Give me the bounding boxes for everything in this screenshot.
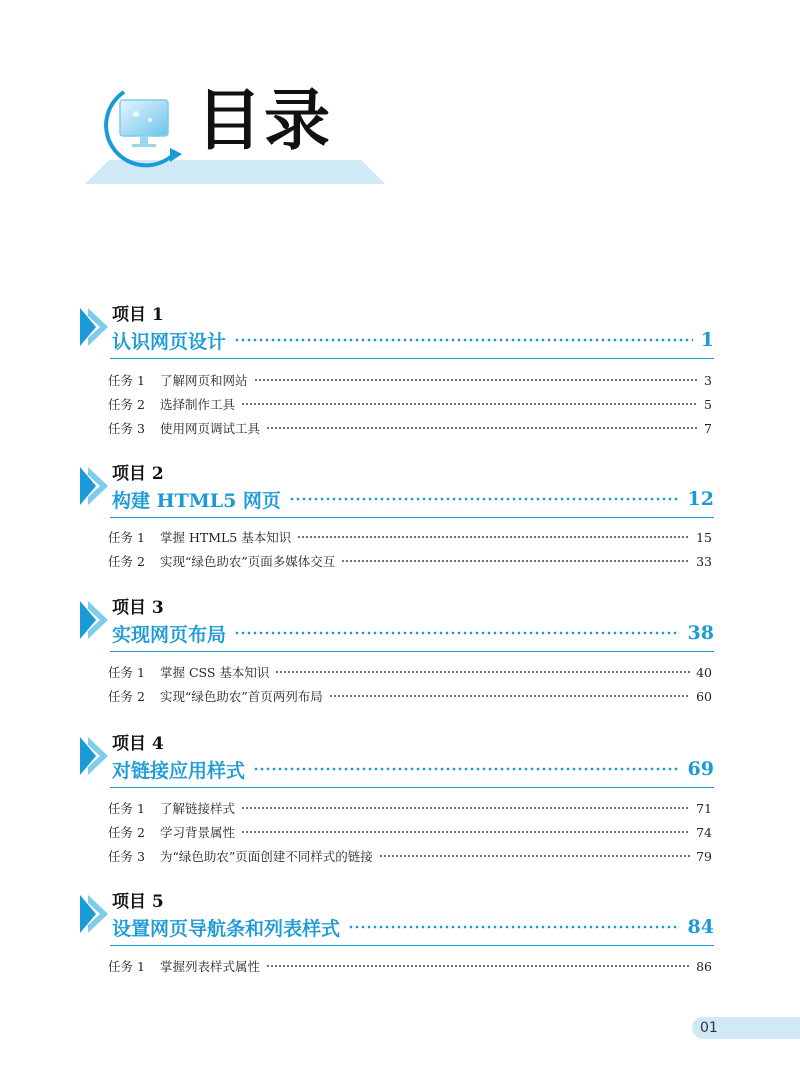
project-title: 实现网页布局 — [112, 623, 227, 646]
dot-leader — [297, 535, 690, 539]
project-page-number: 84 — [687, 916, 714, 938]
divider — [110, 517, 714, 518]
task-page-number: 74 — [696, 824, 712, 840]
project-title: 设置网页导航条和列表样式 — [112, 917, 341, 940]
page-number: 01 — [700, 1020, 718, 1036]
task-number: 任务 1 — [108, 373, 145, 388]
project-title-line[interactable] — [112, 328, 714, 352]
task-page-number: 7 — [704, 420, 712, 436]
chevron-right-icon — [80, 467, 108, 505]
task-title: 学习背景属性 — [160, 825, 236, 840]
task-page-number: 3 — [704, 372, 712, 388]
header — [0, 0, 800, 200]
divider — [110, 787, 714, 788]
task-row[interactable] — [108, 419, 712, 437]
project-title-line[interactable] — [112, 487, 714, 511]
dot-leader — [253, 766, 680, 772]
project-title: 构建 HTML5 网页 — [112, 489, 281, 512]
page-title: 目录 — [196, 82, 332, 159]
task-page-number: 40 — [696, 664, 712, 680]
task-title: 实现“绿色助农”首页两列布局 — [160, 689, 323, 704]
task-number: 任务 2 — [108, 397, 145, 412]
dot-leader — [341, 559, 690, 563]
project-page-number: 69 — [687, 758, 714, 780]
task-number: 任务 1 — [108, 665, 145, 680]
task-title: 了解链接样式 — [160, 801, 236, 816]
dot-leader — [266, 964, 690, 968]
task-title: 使用网页调试工具 — [160, 421, 261, 436]
task-row[interactable] — [108, 528, 712, 546]
task-row[interactable] — [108, 957, 712, 975]
dot-leader — [266, 426, 698, 430]
task-number: 任务 3 — [108, 421, 145, 436]
project-title-line[interactable] — [112, 621, 714, 645]
task-title: 了解网页和网站 — [160, 373, 248, 388]
project-title-line[interactable] — [112, 915, 714, 939]
dot-leader — [379, 854, 690, 858]
task-title: 为“绿色助农”页面创建不同样式的链接 — [160, 849, 373, 864]
project-title: 对链接应用样式 — [112, 759, 246, 782]
task-number: 任务 1 — [108, 801, 145, 816]
project-page-number: 1 — [700, 329, 714, 351]
task-number: 任务 3 — [108, 849, 145, 864]
task-page-number: 15 — [696, 529, 712, 545]
dot-leader — [289, 496, 680, 502]
task-row[interactable] — [108, 847, 712, 865]
task-number: 任务 1 — [108, 530, 145, 545]
task-page-number: 60 — [696, 688, 712, 704]
task-page-number: 5 — [704, 396, 712, 412]
dot-leader — [329, 694, 690, 698]
task-title: 实现“绿色助农”页面多媒体交互 — [160, 554, 336, 569]
task-title: 掌握 HTML5 基本知识 — [160, 530, 292, 545]
task-row[interactable] — [108, 799, 712, 817]
task-title: 选择制作工具 — [160, 397, 236, 412]
chevron-right-icon — [80, 601, 108, 639]
project-label: 项目 3 — [112, 598, 164, 618]
project-title: 认识网页设计 — [112, 330, 227, 353]
project-page-number: 38 — [687, 622, 714, 644]
project-label: 项目 5 — [112, 892, 164, 912]
task-row[interactable] — [108, 395, 712, 413]
project-page-number: 12 — [687, 488, 714, 510]
divider — [110, 945, 714, 946]
dot-leader — [254, 378, 699, 382]
task-number: 任务 1 — [108, 959, 145, 974]
divider — [110, 651, 714, 652]
dot-leader — [234, 630, 680, 636]
dot-leader — [241, 402, 698, 406]
task-number: 任务 2 — [108, 825, 145, 840]
project-title-line[interactable] — [112, 757, 714, 781]
task-page-number: 79 — [696, 848, 712, 864]
project-label: 项目 4 — [112, 734, 164, 754]
task-title: 掌握列表样式属性 — [160, 959, 261, 974]
task-number: 任务 2 — [108, 554, 145, 569]
task-row[interactable] — [108, 663, 712, 681]
divider — [110, 358, 714, 359]
task-row[interactable] — [108, 687, 712, 705]
task-page-number: 71 — [696, 800, 712, 816]
dot-leader — [348, 924, 680, 930]
task-row[interactable] — [108, 371, 712, 389]
task-number: 任务 2 — [108, 689, 145, 704]
task-title: 掌握 CSS 基本知识 — [160, 665, 270, 680]
chevron-right-icon — [80, 737, 108, 775]
task-row[interactable] — [108, 823, 712, 841]
dot-leader — [241, 806, 690, 810]
project-label: 项目 1 — [112, 305, 164, 325]
chevron-right-icon — [80, 895, 108, 933]
project-label: 项目 2 — [112, 464, 164, 484]
chevron-right-icon — [80, 308, 108, 346]
dot-leader — [234, 337, 693, 343]
dot-leader — [241, 830, 690, 834]
dot-leader — [275, 670, 690, 674]
task-page-number: 33 — [696, 553, 712, 569]
task-row[interactable] — [108, 552, 712, 570]
monitor-swirl-icon — [90, 78, 186, 174]
task-page-number: 86 — [696, 958, 712, 974]
